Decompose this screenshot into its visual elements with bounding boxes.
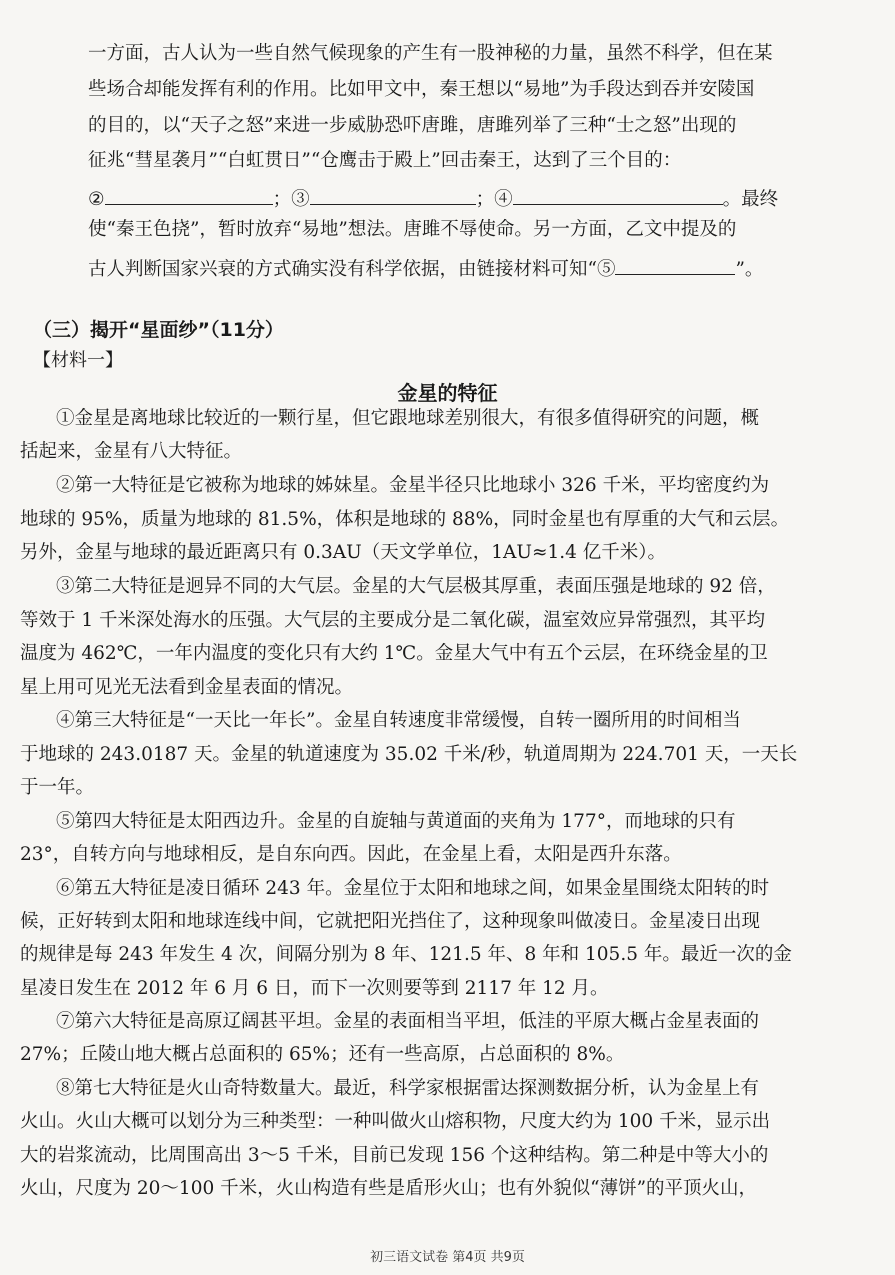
p7-line-2: 27%；丘陵山地大概占总面积的 65%；还有一些高原，占总面积的 8%。: [20, 1044, 625, 1065]
answer-blank-4[interactable]: [513, 186, 723, 205]
p8-line-1: ⑧第七大特征是火山奇特数量大。最近，科学家根据雷达探测数据分析，认为金星上有: [56, 1078, 760, 1099]
material-label: 【材料一】: [33, 350, 123, 371]
p2-line-1: ②第一大特征是它被称为地球的姊妹星。金星半径只比地球小 326 千米，平均密度约为: [56, 475, 770, 496]
p1-line-1: ①金星是离地球比较近的一颗行星，但它跟地球差别很大，有很多值得研究的问题，概: [56, 408, 760, 429]
p4-line-3: 于一年。: [20, 777, 95, 798]
p3-line-3: 温度为 462℃，一年内温度的变化只有大约 1℃。金星大气中有五个云层，在环绕金星的卫: [20, 643, 768, 664]
p3-line-4: 星上用可见光无法看到金星表面的情况。: [20, 677, 354, 698]
separator-2: ；: [475, 189, 495, 210]
p4-line-2: 于地球的 243.0187 天。金星的轨道速度为 35.02 千米/秒，轨道周期为 224.701 天，一天长: [20, 744, 798, 765]
p5-line-1: ⑤第四大特征是太阳西边升。金星的自旋轴与黄道面的夹角为 177°，而地球的只有: [56, 811, 736, 832]
intro-line-6: 使“秦王色挠”，暂时放弃“易地”想法。唐雎不辱使命。另一方面，乙文中提及的: [88, 219, 737, 240]
p5-line-2: 23°，自转方向与地球相反，是自东向西。因此，在金星上看，太阳是西升东落。: [20, 844, 682, 865]
p6-line-3: 的规律是每 243 年发生 4 次，间隔分别为 8 年、121.5 年、8 年和 105.5 年。最近一次的金: [20, 944, 792, 965]
p6-line-1: ⑥第五大特征是凌日循环 243 年。金星位于太阳和地球之间，如果金星围绕太阳转的时: [56, 878, 770, 899]
intro-line-7: [88, 256, 763, 280]
marker-4: ④: [494, 189, 513, 210]
marker-3: ③: [291, 189, 310, 210]
p8-line-2: 火山。火山大概可以划分为三种类型：一种叫做火山熔积物，尺度大约为 100 千米，显示出: [20, 1111, 771, 1132]
p3-line-1: ③第二大特征是迥异不同的大气层。金星的大气层极其厚重，表面压强是地球的 92 倍，: [56, 576, 776, 597]
p4-line-1: ④第三大特征是“一天比一年长”。金星自转速度非常缓慢，自转一圈所用的时间相当: [56, 710, 741, 731]
p6-line-4: 星凌日发生在 2012 年 6 月 6 日，而下一次则要等到 2117 年 12 月。: [20, 978, 609, 999]
intro-line-1: 一方面，古人认为一些自然气候现象的产生有一股神秘的力量，虽然不科学，但在某: [88, 43, 773, 64]
p8-line-4: 火山，尺度为 20～100 千米，火山构造有些是盾形火山；也有外貌似“薄饼”的平顶火山，: [20, 1178, 758, 1199]
article-title: 金星的特征: [397, 381, 498, 405]
intro-line-4: 征兆“彗星袭月”“白虹贯日”“仓鹰击于殿上”回击秦王，达到了三个目的：: [88, 150, 682, 171]
page-footer: 初三语文试卷 第4页 共9页: [370, 1250, 525, 1265]
intro-line-5: [88, 186, 778, 210]
marker-2: ②: [88, 189, 105, 210]
p6-line-2: 候，正好转到太阳和地球连线中间，它就把阳光挡住了，这种现象叫做凌日。金星凌日出现: [20, 911, 761, 932]
p8-line-3: 大的岩浆流动，比周围高出 3～5 千米，目前已发现 156 个这种结构。第二种是中等大小的: [20, 1145, 769, 1166]
p3-line-2: 等效于 1 千米深处海水的压强。大气层的主要成分是二氧化碳，温室效应异常强烈，其平均: [20, 610, 766, 631]
p2-line-2: 地球的 95%，质量为地球的 81.5%，体积是地球的 88%，同时金星也有厚重的大气和云层。: [20, 509, 790, 530]
intro-line-7-text: 古人判断国家兴衰的方式确实没有科学依据，由链接材料可知“⑤: [88, 259, 616, 280]
intro-line-5-end: 。最终: [722, 189, 779, 210]
intro-line-3: 的目的，以“天子之怒”来进一步威胁恐吓唐雎，唐雎列举了三种“士之怒”出现的: [88, 115, 737, 136]
intro-line-2: 些场合却能发挥有利的作用。比如甲文中，秦王想以“易地”为手段达到吞并安陵国: [88, 79, 755, 100]
answer-blank-5[interactable]: [615, 256, 735, 275]
answer-blank-2[interactable]: [105, 186, 273, 205]
answer-blank-3[interactable]: [310, 186, 476, 205]
p1-line-2: 括起来，金星有八大特征。: [20, 441, 243, 462]
separator-1: ；: [272, 189, 292, 210]
p7-line-1: ⑦第六大特征是高原辽阔甚平坦。金星的表面相当平坦，低洼的平原大概占金星表面的: [56, 1011, 760, 1032]
section-heading: （三）揭开“星面纱”（11分）: [33, 319, 284, 341]
intro-line-7-end: ”。: [735, 259, 764, 280]
p2-line-3: 另外，金星与地球的最近距离只有 0.3AU（天文学单位，1AU≈1.4 亿千米）。: [20, 542, 667, 563]
